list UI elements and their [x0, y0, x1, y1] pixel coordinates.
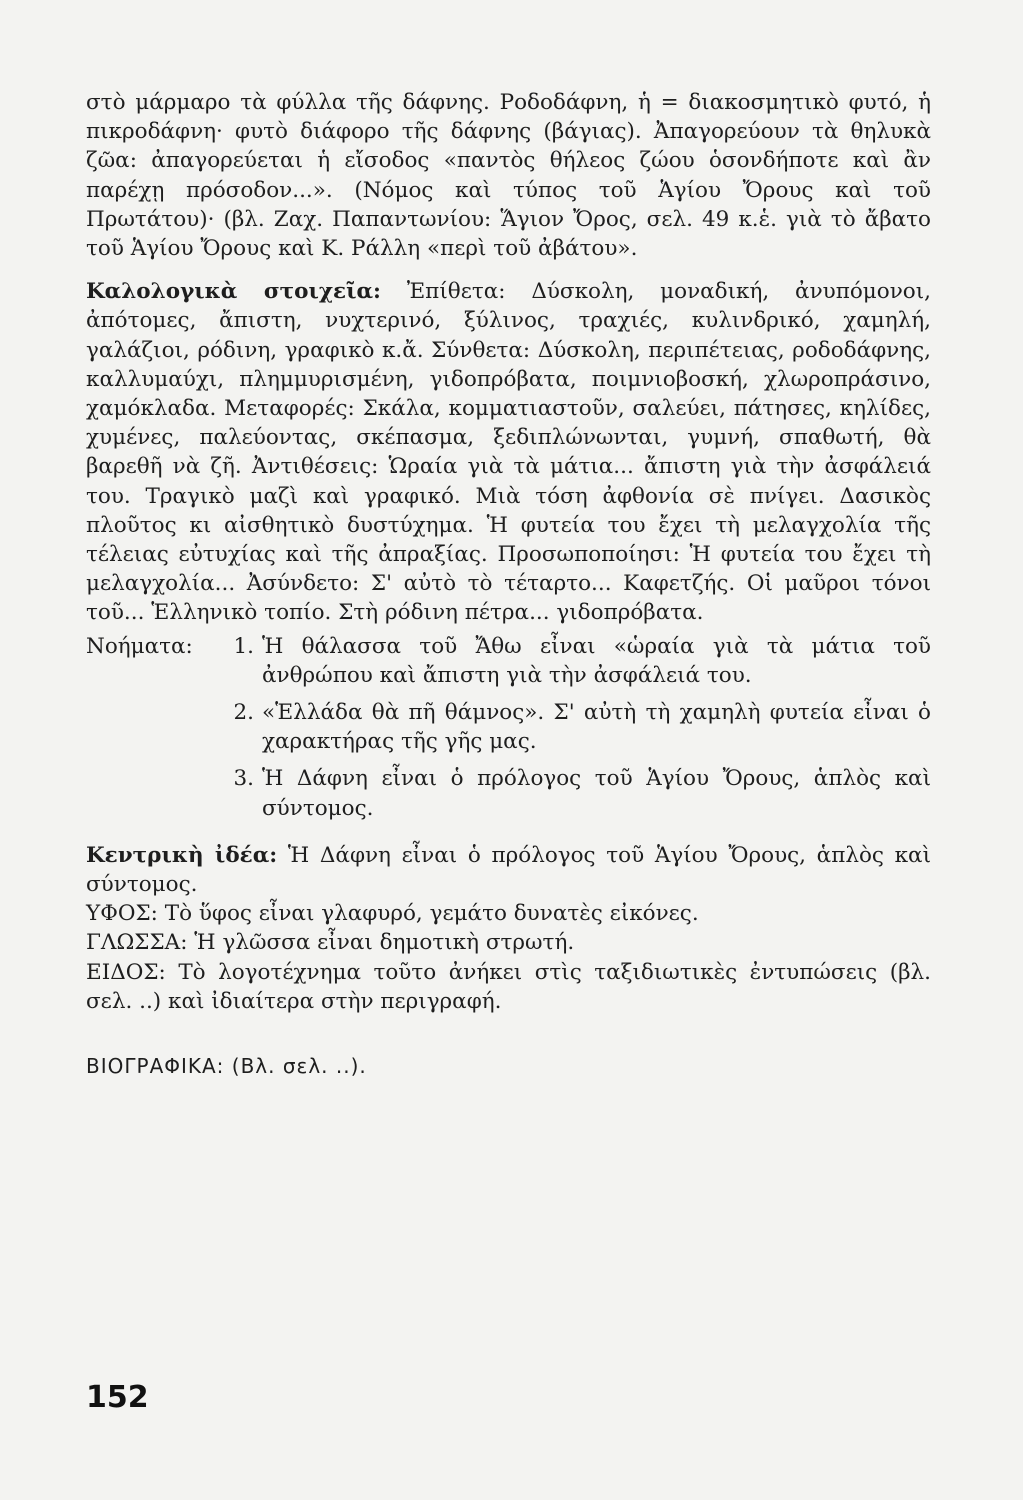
style-elements-label: Καλολογικὰ στοιχεῖα:: [86, 279, 381, 305]
meaning-number: 1.: [233, 633, 254, 659]
language-line: [86, 928, 931, 957]
meaning-item: [218, 632, 931, 690]
page-number: 152: [86, 1380, 149, 1415]
biography-label: ΒΙΟΓΡΑΦΙΚΑ:: [86, 1054, 225, 1079]
meaning-text: Ἡ θάλασσα τοῦ Ἄθω εἶναι «ὡραία γιὰ τὰ μάτια τοῦ ἀνθρώπου καὶ ἄπιστη γιὰ τὴν ἀσφάλειά του.: [262, 633, 931, 688]
meanings-section: [86, 632, 931, 831]
biography-text: (Βλ. σελ. ..).: [231, 1054, 367, 1079]
central-idea-text: Ἡ Δάφνη εἶναι ὁ πρόλογος τοῦ Ἁγίου Ὄρους, ἁπλὸς καὶ σύντομος.: [86, 842, 932, 898]
meaning-item: [218, 698, 931, 756]
language-label: ΓΛΩΣΣΑ:: [86, 930, 188, 956]
style-text: Τὸ ὕφος εἶναι γλαφυρό, γεμάτο δυνατὲς εἰκόνες.: [164, 901, 699, 927]
meaning-number: 3.: [233, 766, 254, 792]
intro-paragraph: στὸ μάρμαρο τὰ φύλλα τῆς δάφνης. Ροδοδάφνη, ἡ = διακοσμητικὸ φυτό, ἡ πικροδάφνη· φυτὸ διάφορο τῆς δάφνης (βάγιας). Ἀπαγορεύουν τὰ θηλυκὰ ζῶα: ἀπαγορεύεται ἡ εἴσοδος «παντὸς θήλεος ζώου ὁσονδήποτε καὶ ἂν παρέχῃ πρόσοδον...». (Νόμος καὶ τύπος τοῦ Ἁγίου Ὄρους καὶ τοῦ Πρωτάτου)· (βλ. Ζαχ. Παπαντωνίου: Ἅγιον Ὄρος, σελ. 49 κ.ἑ. γιὰ τὸ ἄβατο τοῦ Ἁγίου Ὄρους καὶ Κ. Ράλλη «περὶ τοῦ ἀβάτου».: [86, 90, 931, 262]
style-line: [86, 899, 931, 928]
meanings-list: [218, 632, 931, 831]
page-content: [86, 88, 931, 1081]
meaning-item: [218, 764, 931, 822]
meaning-text: Ἡ Δάφνη εἶναι ὁ πρόλογος τοῦ Ἁγίου Ὄρους, ἁπλὸς καὶ σύντομος.: [262, 766, 931, 821]
style-label: ΥΦΟΣ:: [86, 901, 158, 927]
language-text: Ἡ γλῶσσα εἶναι δημοτικὴ στρωτή.: [194, 930, 575, 956]
central-idea-paragraph: [86, 841, 931, 899]
style-elements-paragraph: [86, 277, 931, 627]
style-elements-text: Ἐπίθετα: Δύσκολη, μοναδική, ἀνυπόμονοι, ἀπότομες, ἄπιστη, νυχτερινό, ξύλινος, τραχιές, κυλινδρικό, χαμηλή, γαλάζιοι, ρόδινη, γραφικὸ κ.ἄ. Σύνθετα: Δύσκολη, περιπέτειας, ροδοδάφνης, καλλυμαύχι, πλημμυρισμένη, γιδοπρόβατα, ποιμνιοβοσκή, χλωροπράσινο, χαμόκλαδα. Μεταφορές: Σκάλα, κομματιαστοῦν, σαλεύει, πάτησες, κηλίδες, χυμένες, παλεύοντας, σκέπασμα, ξεδιπλώνωνται, γυμνή, σπαθωτή, θὰ βαρεθῆ νὰ ζῆ. Ἀντιθέσεις: Ὡραία γιὰ τὰ μάτια... ἄπιστη γιὰ τὴν ἀσφάλειά του. Τραγικὸ μαζὶ καὶ γραφικό. Μιὰ τόση ἀφθονία σὲ πνίγει. Δασικὸς πλοῦτος κι αἰσθητικὸ δυστύχημα. Ἡ φυτεία του ἔχει τὴ μελαγχολία τῆς τέλειας εὐτυχίας καὶ τῆς ἀπραξίας. Προσωποποίησι: Ἡ φυτεία του ἔχει τὴ μελαγχολία... Ἀσύνδετο: Σ' αὐτὸ τὸ τέταρτο... Καφετζής. Οἱ μαῦροι τόνοι τοῦ... Ἑλληνικὸ τοπίο. Στὴ ρόδινη πέτρα... γιδοπρόβατα.: [86, 279, 931, 626]
genre-text: Τὸ λογοτέχνημα τοῦτο ἀνήκει στὶς ταξιδιωτικὲς ἐντυπώσεις (βλ. σελ. ..) καὶ ἰδιαίτερα στὴν περιγραφή.: [86, 959, 931, 1014]
central-idea-label: Κεντρικὴ ἰδέα:: [86, 842, 278, 868]
meanings-label: Νοήματα:: [86, 633, 193, 659]
genre-line: [86, 958, 931, 1016]
meaning-text: «Ἑλλάδα θὰ πῆ θάμνος». Σ' αὐτὴ τὴ χαμηλὴ φυτεία εἶναι ὁ χαρακτήρας τῆς γῆς μας.: [262, 700, 931, 755]
genre-label: ΕΙΔΟΣ:: [86, 959, 166, 985]
meaning-number: 2.: [233, 700, 254, 726]
biography-line: [86, 1052, 931, 1081]
